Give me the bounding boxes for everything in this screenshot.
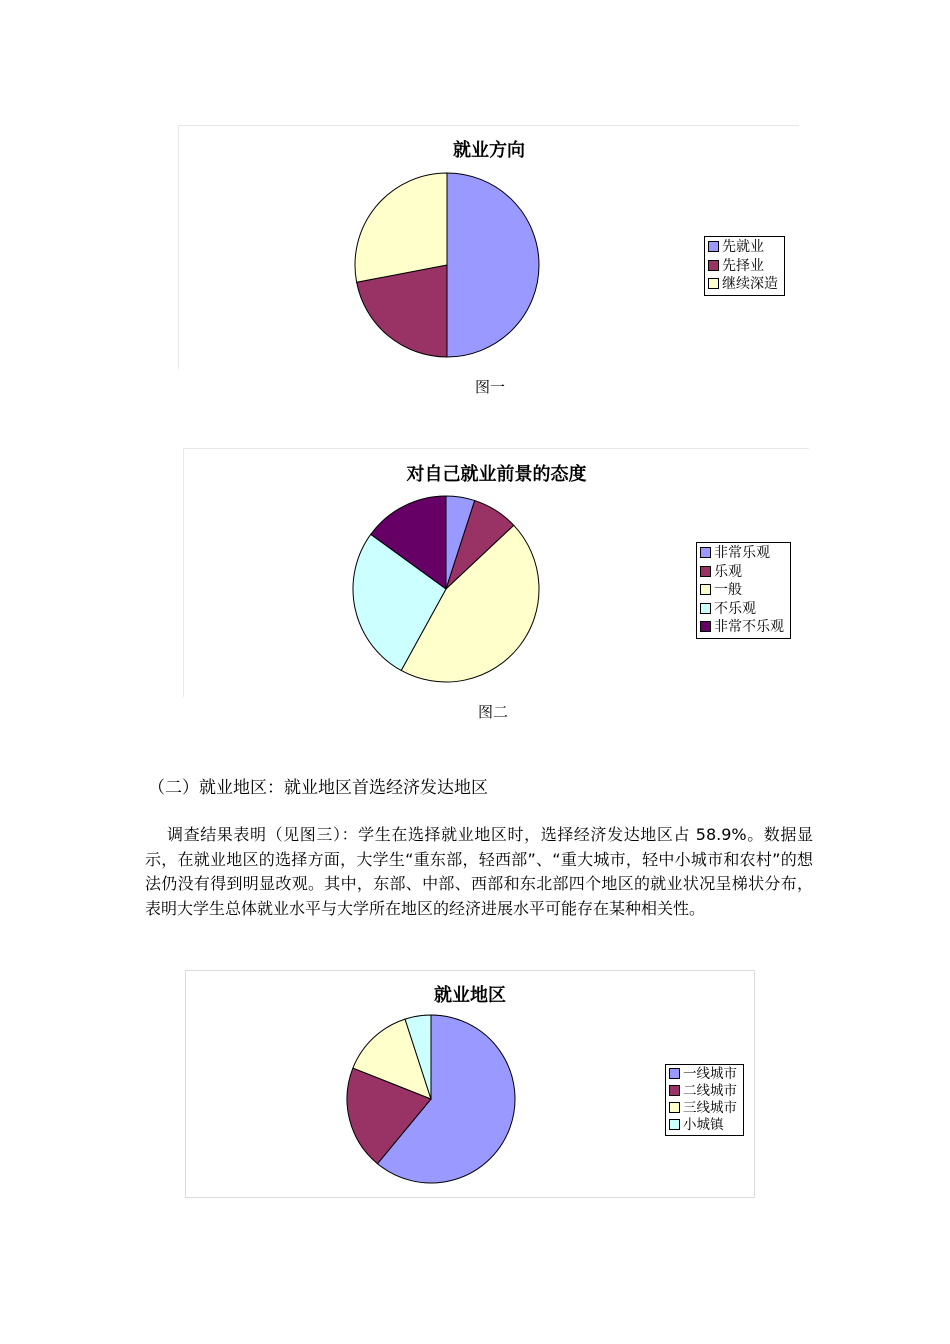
legend-label: 不乐观 xyxy=(714,600,756,617)
legend-item xyxy=(708,257,778,276)
legend-label: 小城镇 xyxy=(683,1117,724,1133)
legend-item xyxy=(708,275,778,294)
legend-label: 乐观 xyxy=(714,563,742,580)
legend-item xyxy=(700,581,784,600)
legend-swatch xyxy=(669,1102,680,1113)
legend-item xyxy=(700,618,784,637)
legend-item xyxy=(708,238,778,257)
legend-swatch xyxy=(700,584,711,595)
legend-label: 三线城市 xyxy=(683,1100,737,1116)
legend-swatch xyxy=(700,547,711,558)
chart-legend xyxy=(704,236,785,296)
legend-swatch xyxy=(708,241,719,252)
legend-label: 非常不乐观 xyxy=(714,619,784,635)
legend-item xyxy=(700,563,784,582)
legend-swatch xyxy=(669,1085,680,1096)
legend-item xyxy=(669,1083,737,1100)
legend-swatch xyxy=(708,278,719,289)
figure-caption: 图二 xyxy=(478,703,509,721)
chart-legend xyxy=(665,1064,744,1136)
chart-title: 对自己就业前景的态度 xyxy=(406,464,587,485)
legend-label: 二线城市 xyxy=(683,1083,737,1099)
legend-label: 一线城市 xyxy=(683,1066,737,1082)
legend-item xyxy=(700,600,784,619)
chart-employment-direction xyxy=(178,125,799,369)
legend-item xyxy=(669,1100,737,1117)
chart-outlook-attitude xyxy=(183,448,809,697)
legend-swatch xyxy=(700,621,711,632)
chart-legend xyxy=(696,542,791,639)
legend-item xyxy=(669,1066,737,1083)
figure-caption: 图一 xyxy=(475,378,506,396)
legend-label: 先就业 xyxy=(722,239,764,255)
legend-swatch xyxy=(708,260,719,271)
legend-swatch xyxy=(669,1068,680,1079)
pie-slice-1 xyxy=(447,173,539,357)
legend-item xyxy=(669,1117,737,1134)
legend-swatch xyxy=(700,603,711,614)
body-paragraph: 调查结果表明（见图三）：学生在选择就业地区时，选择经济发达地区占 58.9%。数据显示，在就业地区的选择方面，大学生“重东部，轻西部”、“重大城市，轻中小城市和农村”的想法仍没有得到明显改观。其中，东部、中部、西部和东北部四个地区的就业状况呈梯状分布，表明大学生总体就业水平与大学所在地区的经济进展水平可能存在某种相关性。 xyxy=(145,825,813,918)
chart-employment-region xyxy=(185,970,755,1198)
chart-title: 就业方向 xyxy=(453,140,525,161)
legend-swatch xyxy=(669,1119,680,1130)
pie-slice-3 xyxy=(355,173,447,282)
section-heading: （二）就业地区：就业地区首选经济发达地区 xyxy=(148,778,488,798)
legend-label: 一般 xyxy=(714,582,742,598)
chart-title: 就业地区 xyxy=(434,985,506,1006)
legend-label: 先择业 xyxy=(722,257,764,274)
legend-label: 非常乐观 xyxy=(714,545,770,561)
legend-item xyxy=(700,544,784,563)
legend-label: 继续深造 xyxy=(722,276,778,292)
legend-swatch xyxy=(700,566,711,577)
